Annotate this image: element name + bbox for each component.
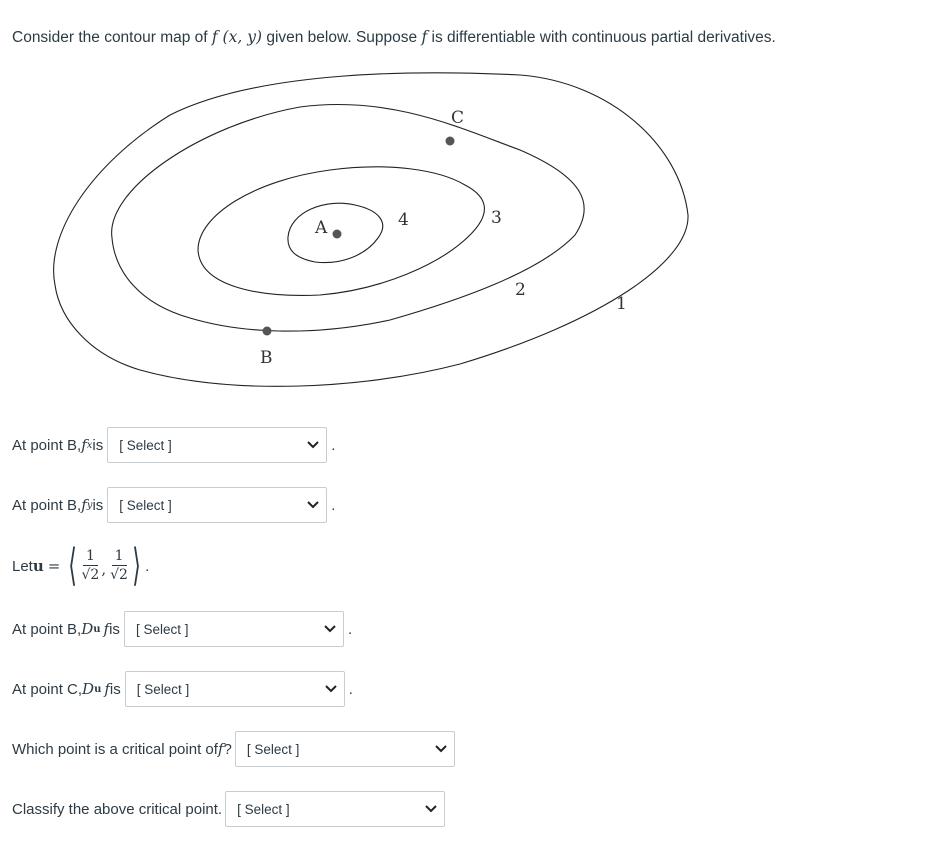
q1-sym: f [81, 436, 87, 454]
select-placeholder: [ Select ] [246, 741, 300, 757]
q1-prefix: At point B, [12, 436, 82, 454]
question-critical-point [12, 731, 455, 767]
q1-sub: x [86, 439, 93, 451]
q5-prefix: Which point is a critical point of [12, 740, 218, 758]
fraction-2 [110, 548, 128, 584]
q4-end: . [348, 680, 353, 698]
select-placeholder: [ Select ] [237, 801, 290, 817]
chevron-down-icon [325, 685, 337, 693]
q4-prefix: At point C, [12, 680, 83, 698]
select-placeholder: [ Select ] [135, 621, 189, 637]
chevron-down-icon [435, 745, 447, 753]
select-du-at-b[interactable] [124, 611, 344, 647]
q2-end: . [331, 496, 336, 514]
level-label-4: 4 [398, 210, 409, 230]
select-critical-point[interactable] [235, 731, 455, 767]
point-c-dot [446, 137, 455, 146]
contour-level-2 [112, 104, 585, 331]
q1-end: . [331, 436, 336, 454]
select-du-at-c[interactable] [125, 671, 345, 707]
select-classify-critical-point[interactable] [225, 791, 445, 827]
q3-end: . [347, 620, 353, 638]
select-placeholder: [ Select ] [136, 681, 190, 697]
question-classify [12, 791, 445, 827]
q4-suffix: is [109, 680, 121, 698]
u-prefix: Let [12, 557, 33, 575]
contour-level-1 [54, 73, 688, 387]
q2-suffix: is [92, 496, 104, 514]
q5-f: f [217, 740, 224, 758]
fraction-2-den: √2 [110, 567, 128, 583]
fraction-2-num: 1 [112, 548, 127, 566]
level-label-3: 3 [491, 208, 502, 228]
select-fx-at-b[interactable] [107, 427, 327, 463]
chevron-down-icon [307, 441, 319, 449]
point-a-dot [333, 230, 342, 239]
question-fy [12, 487, 335, 523]
q6-prefix: Classify the above critical point. [12, 800, 223, 818]
u-symbol: u [32, 557, 44, 575]
q3-suffix: is [109, 620, 120, 638]
right-angle-bracket: ⟩ [132, 540, 141, 591]
comma: , [101, 560, 107, 578]
chevron-down-icon [324, 625, 336, 633]
question-du-at-b [12, 611, 352, 647]
select-placeholder: [ Select ] [119, 437, 172, 453]
chevron-down-icon [425, 805, 437, 813]
q3-sub: u [93, 623, 101, 635]
left-angle-bracket: ⟨ [68, 540, 78, 591]
intro-f: f [421, 28, 428, 46]
contour-map [0, 0, 935, 420]
intro-after: is differentiable with continuous partial derivatives. [427, 29, 776, 46]
q3-prefix: At point B, [12, 620, 82, 638]
point-b-label: B [260, 348, 273, 368]
level-label-2: 2 [515, 280, 526, 300]
u-equals: = [47, 557, 61, 575]
q2-prefix: At point B, [12, 496, 82, 514]
contour-level-3 [198, 167, 484, 296]
q4-sub: u [94, 683, 102, 695]
select-fy-at-b[interactable] [107, 487, 327, 523]
level-label-1: 1 [616, 294, 627, 314]
intro-fxy: f (x, y) [211, 28, 263, 46]
q2-sym: f [81, 496, 87, 514]
point-a-label: A [315, 218, 328, 238]
q1-suffix: is [92, 436, 104, 454]
question-du-at-c [12, 671, 353, 707]
q4-d: D [82, 680, 95, 698]
u-definition [12, 540, 150, 591]
u-end: . [145, 557, 150, 575]
fraction-1 [82, 548, 100, 584]
q4-f: f [104, 680, 110, 698]
fraction-1-num: 1 [83, 548, 98, 566]
intro-before: Consider the contour map of [12, 29, 212, 46]
point-c-label: C [451, 108, 465, 128]
q3-d: D [81, 620, 94, 638]
q3-f: f [103, 620, 110, 638]
q5-suffix: ? [223, 740, 232, 758]
chevron-down-icon [307, 501, 319, 509]
intro-middle: given below. Suppose [262, 29, 422, 46]
fraction-1-den: √2 [81, 567, 100, 583]
point-b-dot [263, 327, 272, 336]
select-placeholder: [ Select ] [119, 497, 172, 513]
question-fx [12, 427, 335, 463]
q2-sub: y [86, 499, 93, 511]
